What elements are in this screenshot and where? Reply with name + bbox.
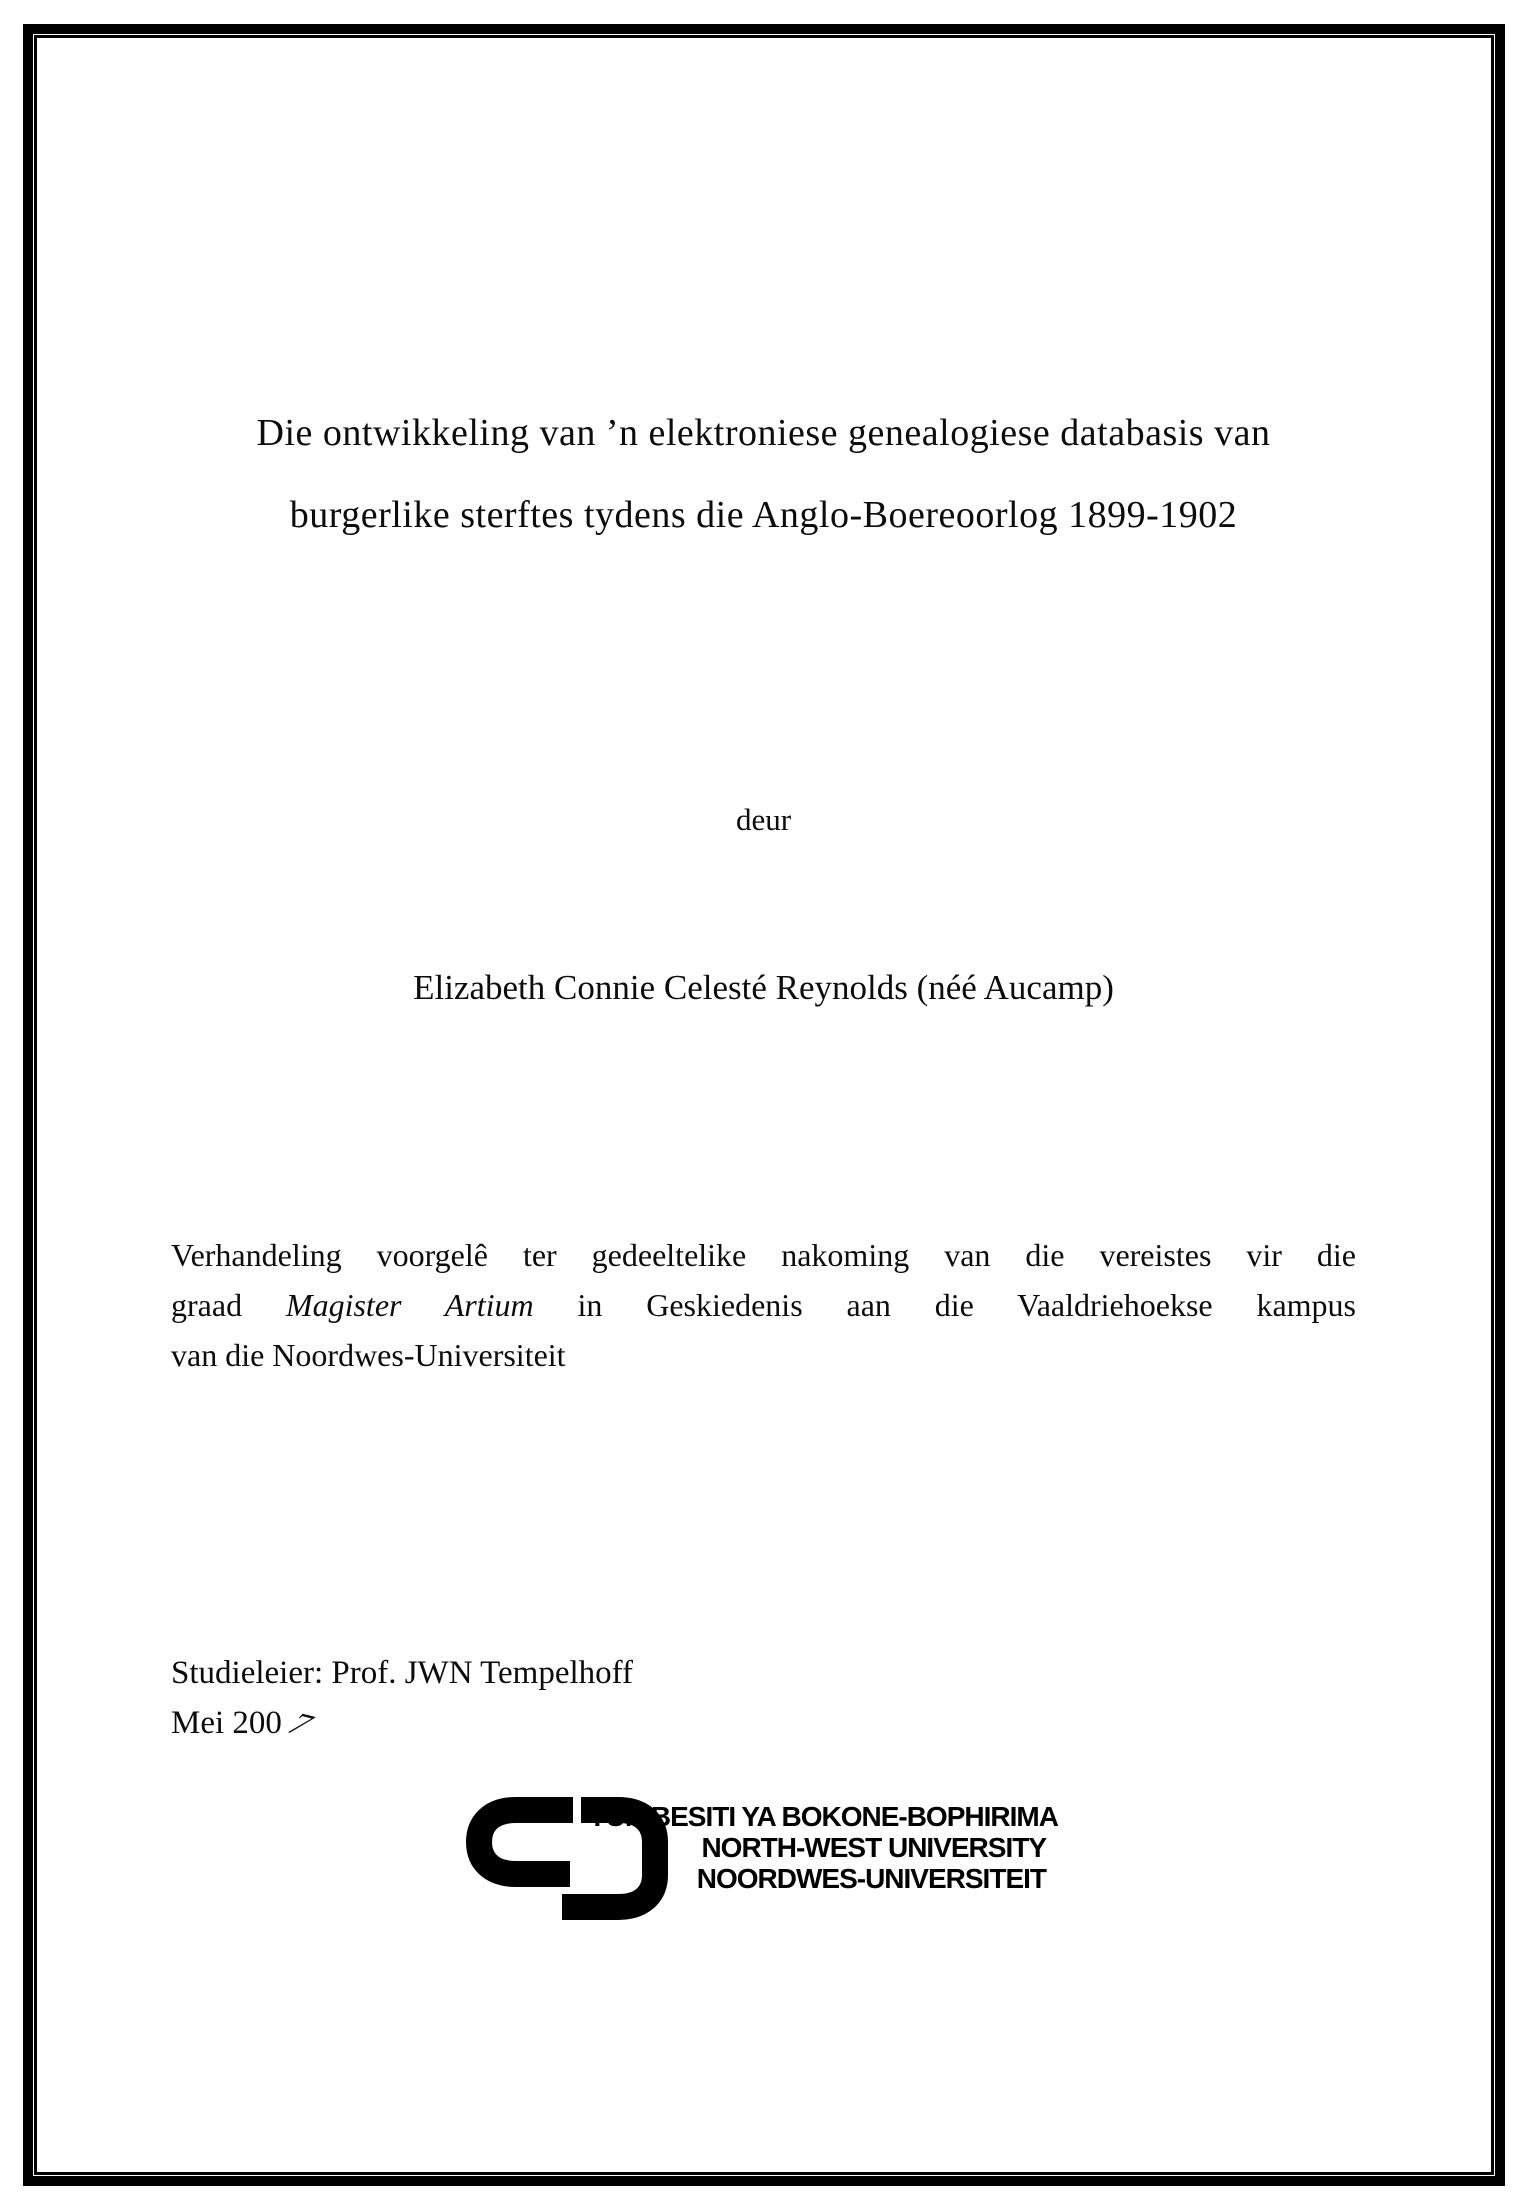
- degree-statement-line3: van die Noordwes-Universiteit: [171, 1337, 566, 1373]
- author-name: Elizabeth Connie Celesté Reynolds (néé Aucamp): [413, 968, 1114, 1007]
- thesis-title-line2: burgerlike sterftes tydens die Anglo-Boereoorlog 1899-1902: [289, 494, 1238, 536]
- degree-statement-line2-post: in Geskiedenis aan die Vaaldriehoekse kampus: [533, 1287, 1357, 1323]
- degree-statement-line2-pre: graad: [171, 1287, 286, 1323]
- supervisor-block: [171, 1648, 1071, 1748]
- date-prefix: Mei 200: [171, 1705, 282, 1741]
- university-logo-text: [588, 1801, 1058, 1894]
- date-line: [171, 1698, 1071, 1748]
- degree-statement-line1: Verhandeling voorgelê ter gedeeltelike nakoming van die vereistes vir die: [171, 1237, 1356, 1273]
- logo-line-english: NORTH-WEST UNIVERSITY: [701, 1832, 1046, 1863]
- thesis-title: [171, 392, 1356, 556]
- logo-line-setswana: YUNIBESITI YA BOKONE-BOPHIRIMA: [588, 1801, 1058, 1832]
- degree-statement-line2: [171, 1280, 1356, 1330]
- date-last-digit: 7: [277, 1707, 322, 1743]
- degree-statement: [171, 1230, 1356, 1380]
- degree-name-italic: Magister Artium: [285, 1287, 534, 1323]
- logo-line-afrikaans: NOORDWES-UNIVERSITEIT: [696, 1863, 1046, 1894]
- thesis-title-line1: Die ontwikkeling van ’n elektroniese genealogiese databasis van: [256, 412, 1271, 454]
- supervisor-line: Studieleier: Prof. JWN Tempelhoff: [171, 1655, 634, 1691]
- byline-deur: deur: [735, 802, 792, 837]
- university-logo: [466, 1797, 1126, 1937]
